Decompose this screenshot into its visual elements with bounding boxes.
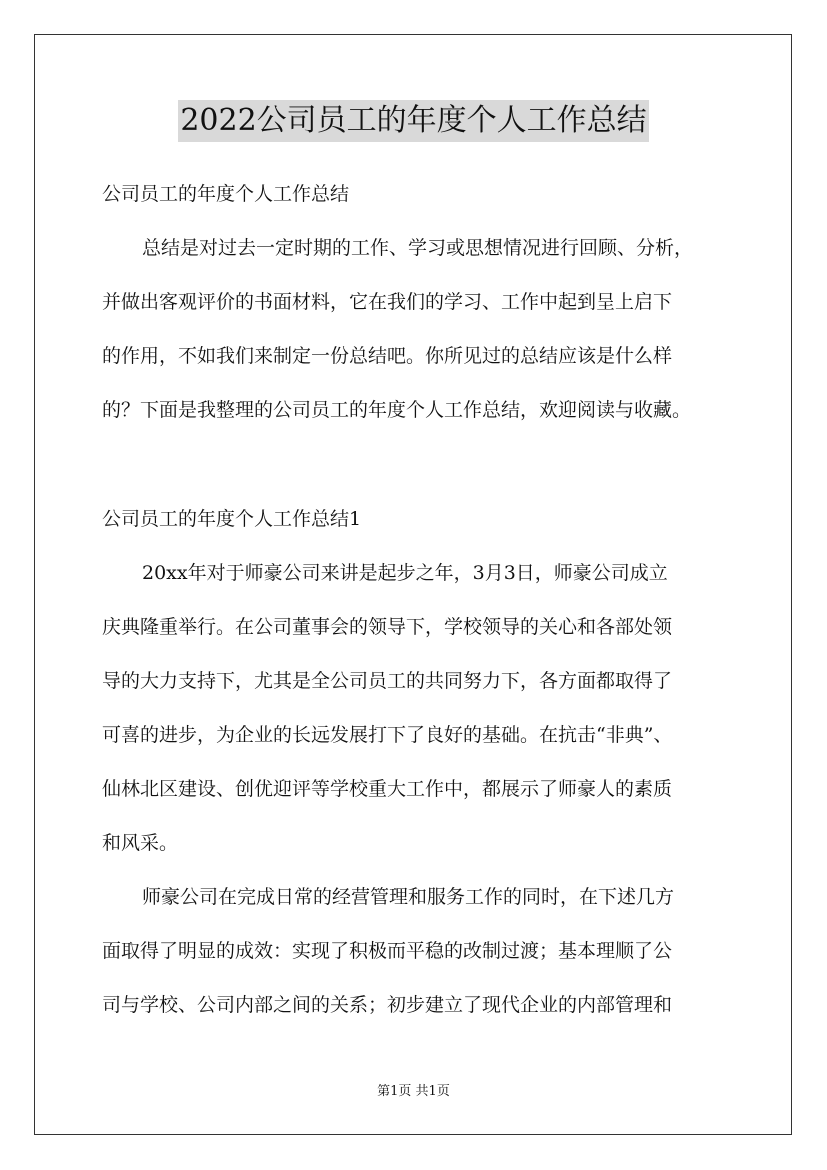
title-wrapper <box>0 100 827 142</box>
subtitle: 公司员工的年度个人工作总结 <box>102 183 350 205</box>
intro-line: 并做出客观评价的书面材料，它在我们的学习、工作中起到呈上启下 <box>102 291 673 313</box>
paragraph-line: 师豪公司在完成日常的经营管理和服务工作的同时，在下述几方 <box>142 886 675 908</box>
page-footer: 第1页 共1页 <box>377 1084 450 1099</box>
intro-line: 的？下面是我整理的公司员工的年度个人工作总结，欢迎阅读与收藏。 <box>102 399 692 421</box>
paragraph-line: 仙林北区建设、创优迎评等学校重大工作中，都展示了师豪人的素质 <box>102 778 673 800</box>
paragraph-line: 面取得了明显的成效：实现了积极而平稳的改制过渡；基本理顺了公 <box>102 940 673 962</box>
paragraph-line: 司与学校、公司内部之间的关系；初步建立了现代企业的内部管理和 <box>102 994 673 1016</box>
paragraph-line: 导的大力支持下，尤其是全公司员工的共同努力下，各方面都取得了 <box>102 670 673 692</box>
paragraph-line: 和风采。 <box>102 832 179 854</box>
document-title: 2022公司员工的年度个人工作总结 <box>178 100 648 142</box>
intro-line: 的作用，不如我们来制定一份总结吧。你所见过的总结应该是什么样 <box>102 345 673 367</box>
paragraph-line: 20xx年对于师豪公司来讲是起步之年，3月3日，师豪公司成立 <box>142 562 668 584</box>
paragraph-line: 庆典隆重举行。在公司董事会的领导下，学校领导的关心和各部处领 <box>102 616 673 638</box>
intro-line: 总结是对过去一定时期的工作、学习或思想情况进行回顾、分析， <box>142 237 694 259</box>
section-heading: 公司员工的年度个人工作总结1 <box>102 508 362 530</box>
paragraph-line: 可喜的进步，为企业的长远发展打下了良好的基础。在抗击“非典”、 <box>102 724 673 746</box>
